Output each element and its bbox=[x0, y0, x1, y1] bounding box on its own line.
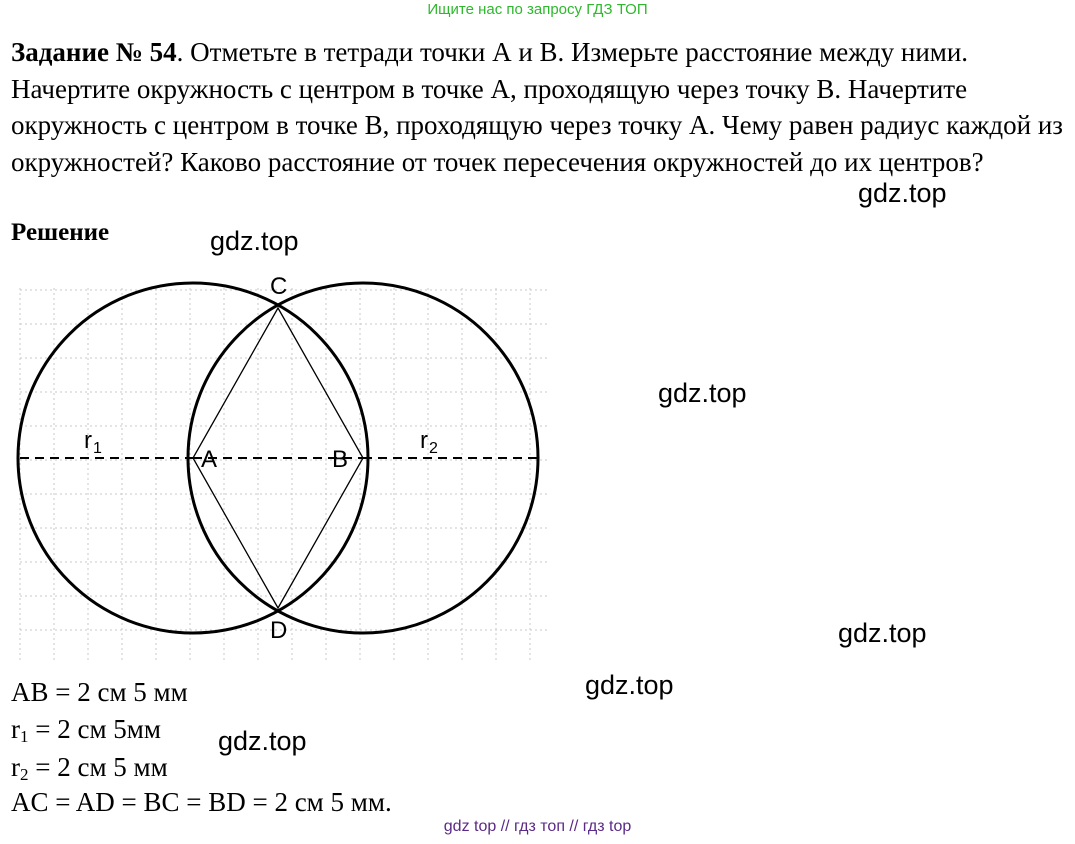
watermark: gdz.top bbox=[218, 726, 307, 756]
point-b-label: B bbox=[332, 446, 349, 473]
solution-heading: Решение bbox=[11, 219, 110, 246]
result-r2-value: = 2 см 5 мм bbox=[28, 752, 168, 782]
watermark: gdz.top bbox=[858, 178, 947, 208]
watermark: gdz.top bbox=[210, 226, 299, 256]
task-text bbox=[11, 34, 1071, 180]
r2-label: $r_2$ bbox=[420, 427, 438, 457]
result-r1-sub: 1 bbox=[20, 727, 29, 746]
watermark: gdz.top bbox=[838, 618, 927, 648]
result-r1-value: = 2 см 5мм bbox=[28, 714, 161, 744]
result-ab: AB = 2 см 5 мм bbox=[11, 677, 188, 707]
watermark: gdz.top bbox=[658, 378, 747, 408]
watermark: gdz.top bbox=[585, 670, 674, 700]
result-r1 bbox=[11, 714, 161, 752]
result-r2 bbox=[11, 752, 168, 790]
point-d-label: D bbox=[270, 617, 288, 644]
result-r1-var: r bbox=[11, 714, 20, 744]
result-r2-var: r bbox=[11, 752, 20, 782]
circles-diagram bbox=[0, 258, 575, 678]
result-distances: AC = AD = BC = BD = 2 см 5 мм. bbox=[11, 787, 392, 817]
point-c-label: C bbox=[270, 273, 288, 300]
task-body: . Отметьте в тетради точки А и В. Измерьте расстояние между ними. Начертите окружность с центром в точке А, проходящую через точку В. Начертите окружность с центром в точке В, проходящую через точку А. Чему равен радиус каждой из окружностей? Каково расстояние от точек пересечения окружностей до их центров? bbox=[11, 37, 1063, 177]
top-banner: Ищите нас по запросу ГДЗ ТОП bbox=[427, 1, 648, 18]
footer-links: gdz top // гдз топ // гдз top bbox=[443, 818, 632, 835]
task-label: Задание № 54 bbox=[11, 37, 177, 67]
result-r2-sub: 2 bbox=[20, 765, 29, 784]
r1-label: $r_1$ bbox=[84, 427, 102, 457]
point-a-label: A bbox=[201, 446, 218, 473]
